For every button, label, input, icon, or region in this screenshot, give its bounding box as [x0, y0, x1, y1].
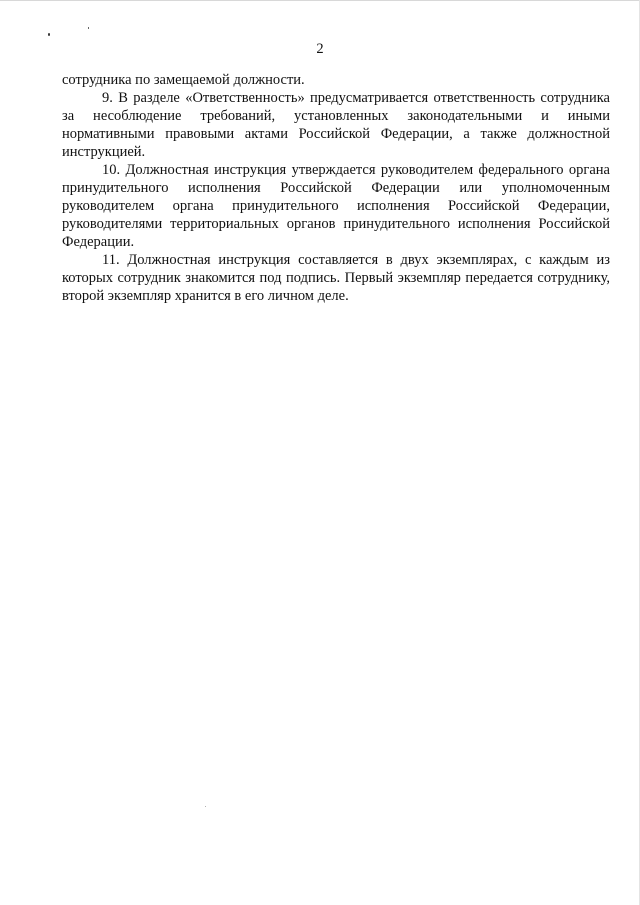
page-top-edge [0, 0, 640, 1]
scan-speck [205, 806, 206, 807]
paragraph-11: 11. Должностная инструкция составляется в двух экземплярах, с каждым из которых сотрудник знакомится под подпись. Первый экземпляр передается сотруднику, второй экземпляр хранится в его личном деле. [62, 252, 610, 304]
paragraph-10: 10. Должностная инструкция утверждается руководителем федерального органа принудительного исполнения Российской Федерации или уполномоченным руководителем органа принудительного исполнения Российской Федерации, руководителями территориальных органов принудительного исполнения Российской Федерации. [62, 162, 610, 250]
scan-speck [88, 27, 89, 29]
document-body [62, 71, 610, 305]
paragraph-continuation: сотрудника по замещаемой должности. [62, 72, 305, 88]
page-number: 2 [316, 41, 324, 57]
paragraph-9: 9. В разделе «Ответственность» предусматривается ответственность сотрудника за несоблюдение требований, установленных законодательными и иными нормативными правовыми актами Российской Федерации, а также должностной инструкцией. [62, 90, 610, 160]
scan-speck [48, 33, 50, 36]
